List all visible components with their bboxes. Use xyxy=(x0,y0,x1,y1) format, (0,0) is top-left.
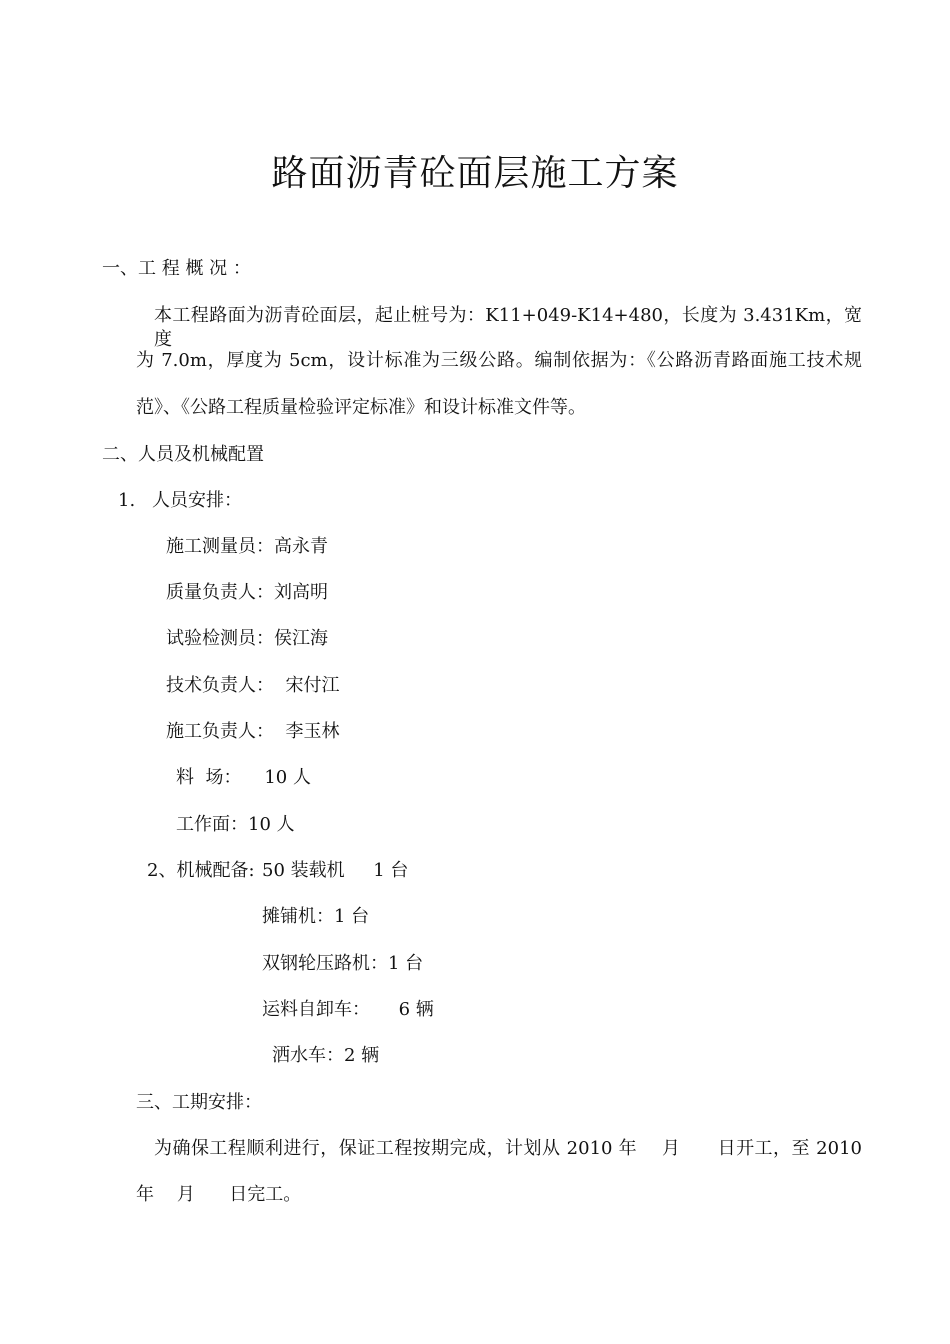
personnel-item: 料 场： 10 人 xyxy=(176,767,311,788)
schedule-paragraph-line-1: 为确保工程顺利进行，保证工程按期完成，计划从 2010 年 月 日开工，至 2010 xyxy=(154,1138,862,1159)
section-heading-staffing: 二、人员及机械配置 xyxy=(102,444,264,465)
machinery-item: 摊铺机：1 台 xyxy=(262,906,370,927)
overview-paragraph-line-2: 为 7.0m，厚度为 5cm，设计标准为三级公路。编制依据为：《公路沥青路面施工技术规 xyxy=(136,350,862,371)
machinery-item: 双钢轮压路机：1 台 xyxy=(262,953,424,974)
machinery-item: 运料自卸车： 6 辆 xyxy=(262,999,434,1020)
schedule-paragraph-line-2: 年 月 日完工。 xyxy=(136,1184,302,1205)
machinery-heading: 2、机械配备: xyxy=(147,860,255,881)
personnel-item: 试验检测员：侯江海 xyxy=(166,628,328,649)
section-heading-overview: 一、工 程 概 况 ： xyxy=(102,258,251,279)
machinery-item: 50 装载机 1 台 xyxy=(262,860,409,881)
personnel-item: 工作面：10 人 xyxy=(176,814,295,835)
overview-paragraph-line-1: 本工程路面为沥青砼面层，起止桩号为：K11+049-K14+480，长度为 3.431Km，宽度 xyxy=(154,305,862,350)
machinery-item: 洒水车：2 辆 xyxy=(272,1045,380,1066)
section-heading-schedule: 三、工期安排： xyxy=(136,1092,262,1113)
personnel-item: 技术负责人： 宋付江 xyxy=(166,675,340,696)
personnel-number: 1. xyxy=(118,490,136,511)
personnel-item: 质量负责人：刘高明 xyxy=(166,582,328,603)
personnel-item: 施工负责人： 李玉林 xyxy=(166,721,340,742)
personnel-heading: 人员安排： xyxy=(152,490,242,511)
overview-paragraph-line-3: 范》、《公路工程质量检验评定标准》和设计标准文件等。 xyxy=(136,397,586,418)
personnel-item: 施工测量员：高永青 xyxy=(166,536,328,557)
document-title: 路面沥青砼面层施工方案 xyxy=(271,153,679,194)
